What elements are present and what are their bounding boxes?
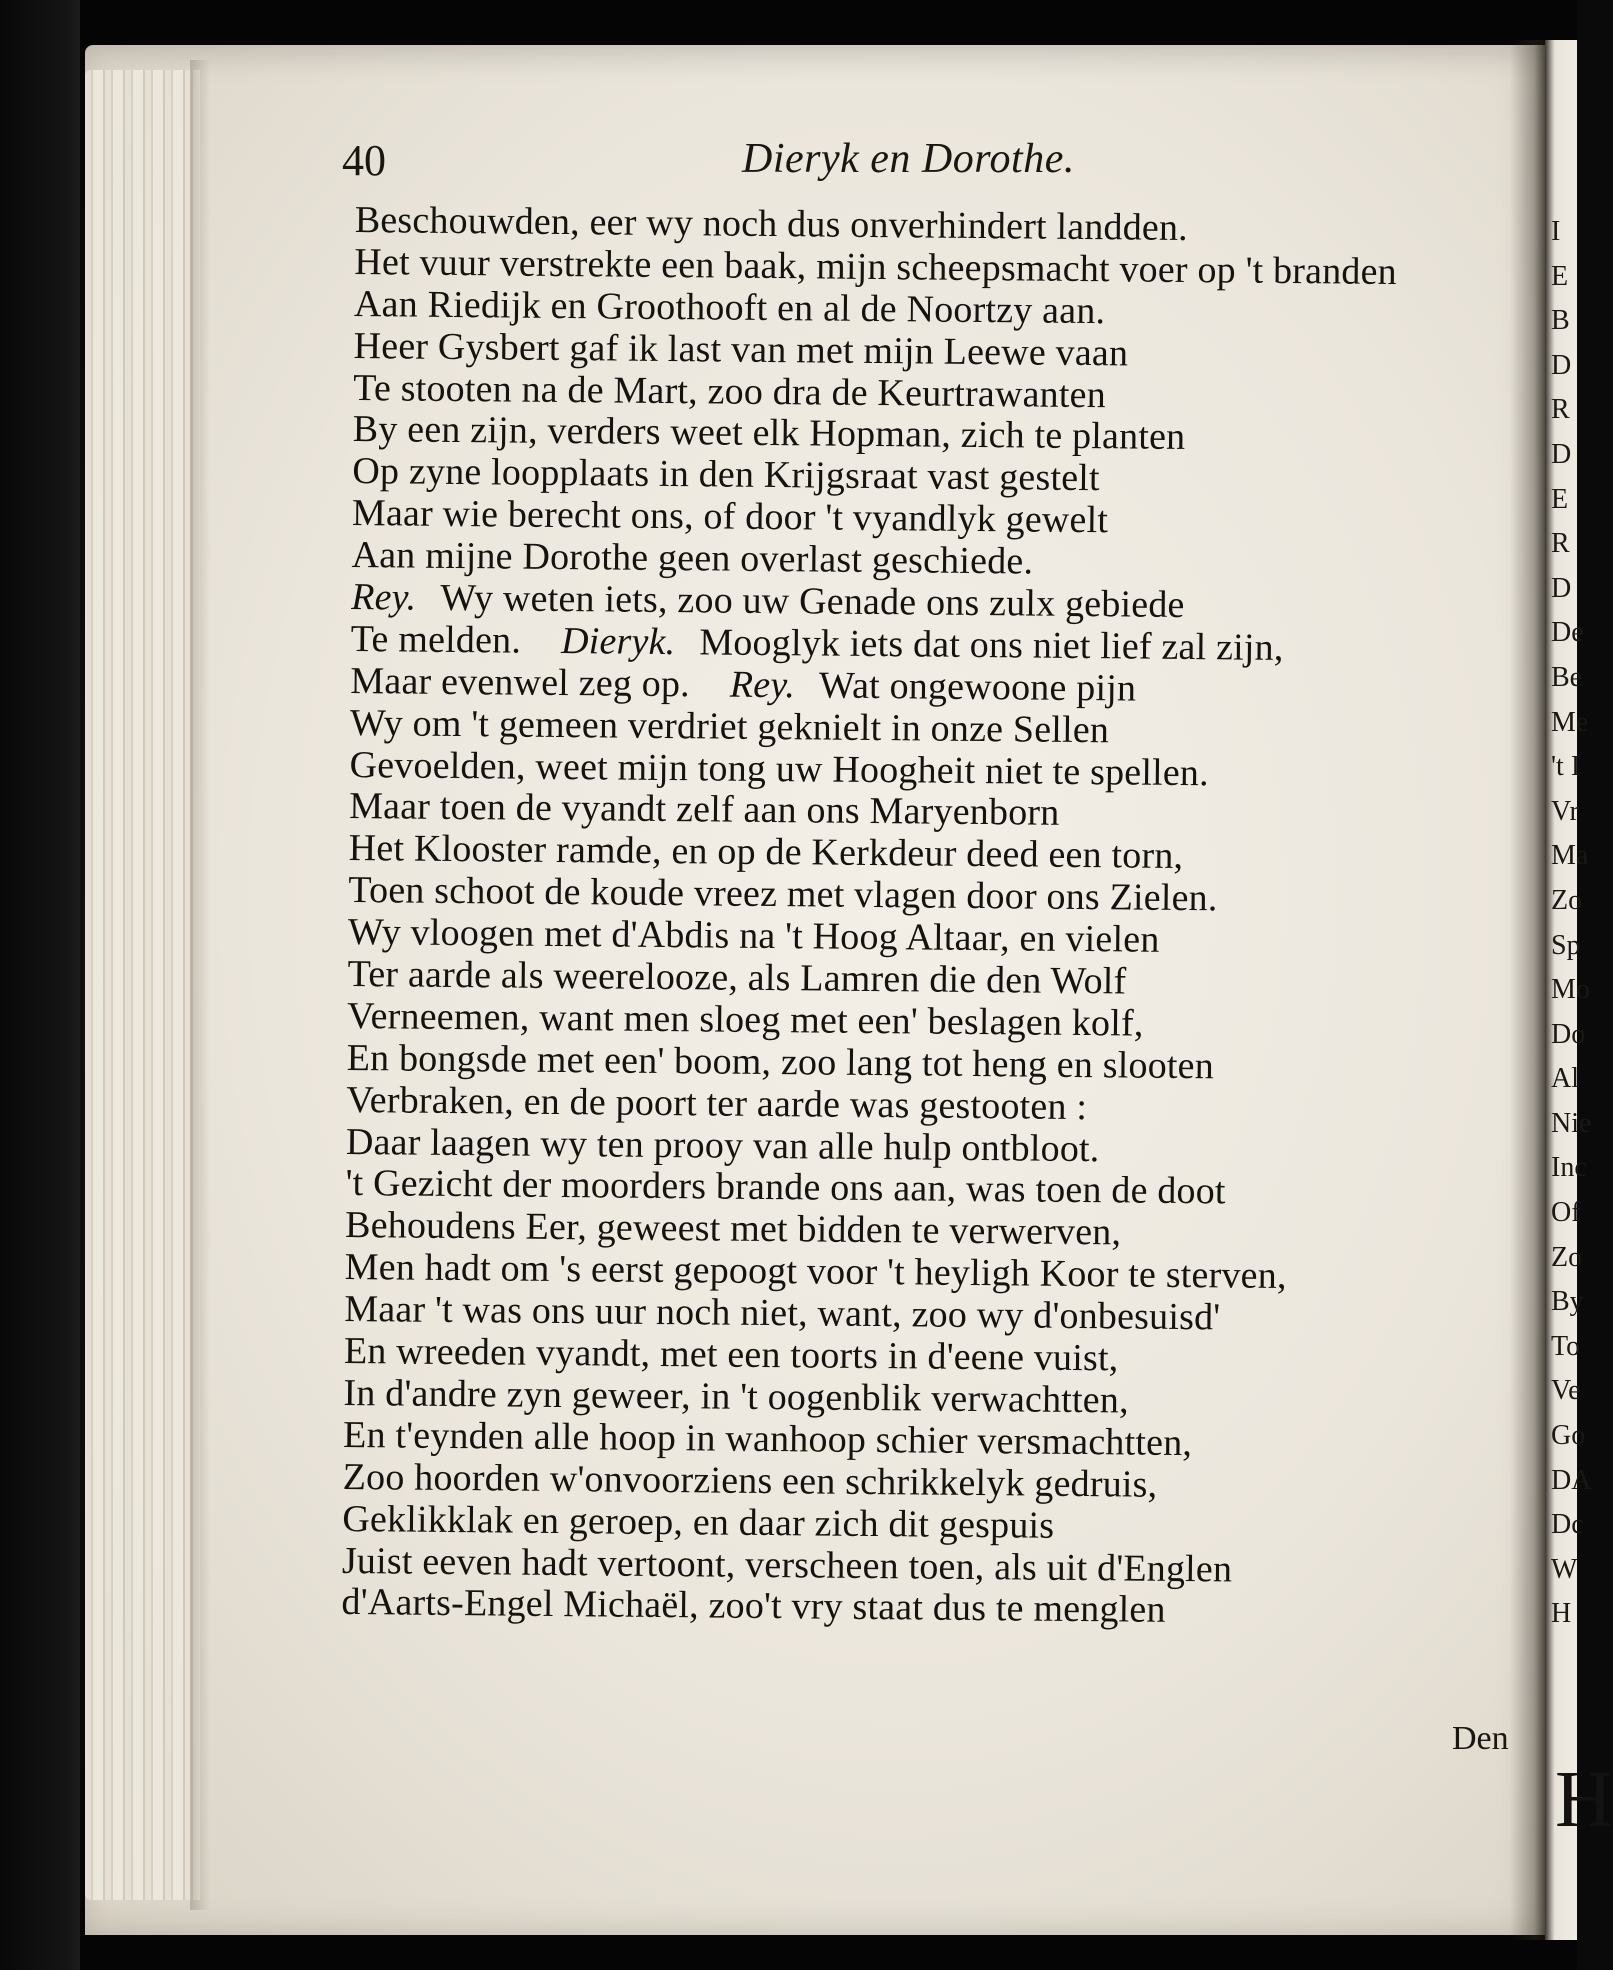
facing-line-start: D (1551, 349, 1572, 381)
facing-line-start: DA (1551, 1464, 1592, 1496)
facing-line-start: W (1551, 1553, 1578, 1585)
facing-line-start: H (1551, 1598, 1572, 1630)
verse-text: Behoudens Eer, geweest met bidden te verwerven, (344, 1204, 1122, 1254)
speaker-label: Dieryk. (560, 619, 676, 664)
verse-text: Gevoelden, weet mijn tong uw Hoogheit niet te spellen. (349, 743, 1210, 794)
verse-text: Juist eeven hadt vertoont, verscheen toen, als uit d'Englen (341, 1539, 1233, 1590)
facing-line-start: Sp (1551, 929, 1581, 961)
verse-text: Men hadt om 's eerst gepoogt voor 't heyligh Koor te sterven, (344, 1246, 1287, 1298)
verse-text: En t'eynden alle hoop in wanhoop schier versmachtten, (342, 1413, 1193, 1464)
verse-text-block (341, 200, 1505, 1635)
verse-text: Het Klooster ramde, en op de Kerkdeur deed een torn, (348, 827, 1184, 878)
page-edge-shadow (190, 60, 210, 1910)
page-fore-edge (85, 70, 200, 1900)
facing-line-start: Al (1551, 1063, 1579, 1095)
running-title: Dieryk en Dorothe. (742, 136, 1075, 182)
book-gutter (1510, 40, 1550, 1940)
facing-line-start: Be (1551, 661, 1583, 693)
facing-line-start: D (1551, 572, 1572, 604)
running-head (342, 135, 1492, 195)
facing-line-start: Go (1551, 1420, 1586, 1452)
verse-text: Geklikklak en geroep, en daar zich dit gespuis (342, 1497, 1055, 1547)
verse-text: d'Aarts-Engel Michaël, zoo't vry staat dus te menglen (341, 1581, 1166, 1632)
facing-page-initial: H (1555, 1756, 1613, 1844)
facing-line-start: Zo (1551, 1241, 1583, 1273)
facing-line-start: Me (1551, 706, 1589, 738)
catchword: Den (1452, 1720, 1509, 1757)
verse-text: Wat ongewoone pijn (818, 664, 1137, 710)
facing-line-start: Zo (1551, 884, 1583, 916)
verse-text: Wy om 't gemeen verdriet geknielt in onze Sellen (349, 701, 1110, 751)
facing-line-start: R (1551, 394, 1570, 426)
page-number: 40 (342, 136, 386, 185)
verse-text: 't Gezicht der moorders brande ons aan, was toen de doot (345, 1162, 1226, 1213)
facing-line-start: I (1551, 216, 1561, 247)
facing-line-start: R (1551, 528, 1570, 560)
verse-text: Aan mijne Dorothe geen overlast geschiede. (351, 534, 1034, 583)
verse-text: Heer Gysbert gaf ik last van met mijn Leewe vaan (353, 324, 1129, 375)
facing-line-start: Vr (1551, 795, 1579, 827)
facing-line-start: Dc (1551, 1509, 1584, 1541)
verse-text: By een zijn, verders weet elk Hopman, zich te planten (352, 408, 1186, 459)
verse-text: Wy weten iets, zoo uw Genade ons zulx gebiede (440, 576, 1185, 626)
facing-line-start: By (1551, 1286, 1584, 1318)
verse-text: Maar 't was ons uur noch niet, want, zoo wy d'onbesuisd' (344, 1288, 1221, 1339)
verse-text: Verneemen, want men sloeg met een' beslagen kolf, (346, 994, 1144, 1045)
facing-line-start: D (1551, 438, 1572, 470)
facing-line-start: Of (1551, 1197, 1581, 1229)
verse-text: Beschouwden, eer wy noch dus onverhindert landden. (354, 199, 1189, 249)
facing-line-start: Ve (1551, 1375, 1581, 1407)
verse-text: Toen schoot de koude vreez met vlagen door ons Zielen. (348, 869, 1218, 920)
verse-text: Zoo hoorden w'onvoorziens een schrikkelyk gedruis, (342, 1455, 1158, 1506)
facing-line-start: Do (1551, 1018, 1586, 1050)
verse-text: Daar laagen wy ten prooy van alle hulp ontbloot. (345, 1120, 1100, 1170)
book-cover-edge (0, 0, 80, 1970)
facing-page (1545, 40, 1613, 1940)
verse-text: Maar toen de vyandt zelf aan ons Maryenborn (348, 785, 1060, 835)
facing-page-line-starts (1551, 210, 1591, 1637)
verse-text: En bongsde met een' boom, zoo lang tot heng en slooten (346, 1036, 1215, 1088)
verse-text: Te stooten na de Mart, zoo dra de Keurtrawanten (352, 366, 1107, 416)
verse-text: Te melden. (350, 617, 522, 662)
facing-line-start: E (1551, 483, 1569, 515)
facing-line-start: 't I (1551, 751, 1581, 783)
verse-text: Mooglyk iets dat ons niet lief zal zijn, (699, 621, 1284, 669)
facing-line-start: De (1551, 617, 1584, 649)
facing-line-start: B (1551, 305, 1570, 337)
verse-text: Aan Riedijk en Groothooft en al de Noortzy aan. (353, 282, 1106, 332)
facing-line-start: Ma (1551, 840, 1589, 872)
verse-text: Wy vloogen met d'Abdis na 't Hoog Altaar, en vielen (347, 911, 1160, 961)
verse-text: Ter aarde als weerelooze, als Lamren die den Wolf (347, 952, 1127, 1003)
verse-text: Op zyne loopplaats in den Krijgsraat vast gestelt (352, 450, 1101, 500)
facing-line-start: Mo (1551, 974, 1590, 1006)
verse-text: Het vuur verstrekte een baak, mijn scheepsmacht voer op 't branden (354, 240, 1398, 293)
facing-line-start: To (1551, 1330, 1581, 1362)
verse-text: Maar evenwel zeg op. (350, 659, 691, 706)
facing-line-start: Inc (1551, 1152, 1587, 1184)
verse-text: In d'andre zyn geweer, in 't oogenblik verwachtten, (343, 1371, 1129, 1422)
facing-line-start: Nie (1551, 1107, 1592, 1139)
speaker-label: Rey. (729, 663, 796, 707)
verse-text: Verbraken, en de poort ter aarde was gestooten : (346, 1078, 1088, 1128)
speaker-label: Rey. (350, 575, 417, 619)
facing-line-start: E (1551, 260, 1569, 292)
verse-text: En wreeden vyandt, met een toorts in d'eene vuist, (343, 1329, 1119, 1380)
verse-text: Maar wie berecht ons, of door 't vyandlyk gewelt (351, 492, 1109, 542)
